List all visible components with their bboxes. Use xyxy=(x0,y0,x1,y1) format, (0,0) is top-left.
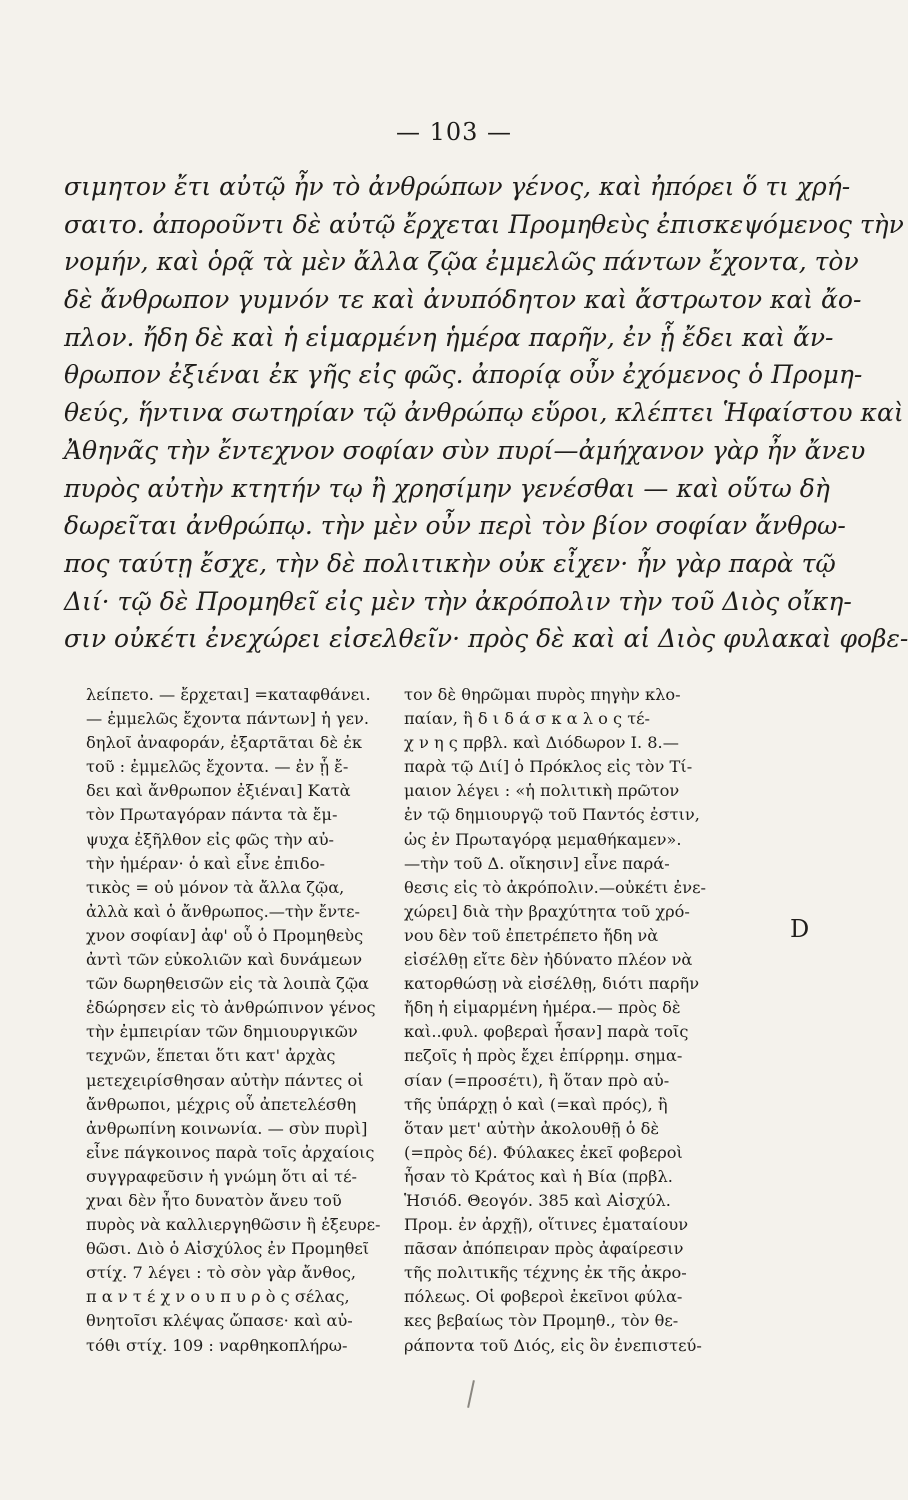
main-text-line: δὲ ἄνθρωπον γυμνόν τε καὶ ἀνυπόδητον καὶ ἄστρωτον καὶ ἄο- xyxy=(64,285,862,315)
commentary-line: (=πρὸς δέ). Φύλακες ἐκεῖ φοβεροὶ xyxy=(404,1142,683,1162)
commentary-line: —τὴν τοῦ Δ. οἴκησιν] εἶνε παρά- xyxy=(404,853,670,873)
commentary-line: Ἡσιόδ. Θεογόν. 385 καὶ Αἰσχύλ. xyxy=(404,1190,671,1210)
margin-section-marker: D xyxy=(790,915,810,943)
main-text-line: σιν οὐκέτι ἐνεχώρει εἰσελθεῖν· πρὸς δὲ καὶ αἱ Διὸς φυλακαὶ φοβε- xyxy=(64,624,908,654)
commentary-line: ἀντὶ τῶν εὐκολιῶν καὶ δυνάμεων xyxy=(86,950,363,970)
commentary-line: τῶν δωρηθεισῶν εἰς τὰ λοιπὰ ζῷα xyxy=(86,974,369,994)
commentary-line: μαιον λέγει : «ἡ πολιτικὴ πρῶτον xyxy=(404,781,680,801)
commentary-line: ἤδη ἡ εἱμαρμένη ἡμέρα.— πρὸς δὲ xyxy=(404,998,681,1018)
commentary-line: δει καὶ ἄνθρωπον ἐξιέναι] Κατὰ xyxy=(86,781,351,801)
commentary-line: τὴν ἡμέραν· ὁ καὶ εἶνε ἐπιδο- xyxy=(86,853,325,873)
commentary-line: τον δὲ θηρῶμαι πυρὸς πηγὴν κλο- xyxy=(404,685,681,704)
commentary-line: χναι δὲν ἦτο δυνατὸν ἄνευ τοῦ xyxy=(86,1190,342,1210)
commentary-line: — ἐμμελῶς ἔχοντα πάντων] ἡ γεν. xyxy=(86,709,369,729)
commentary-line: τικὸς = οὐ μόνον τὰ ἄλλα ζῷα, xyxy=(86,877,345,897)
commentary-line: χνον σοφίαν] ἀφ' οὗ ὁ Προμηθεὺς xyxy=(86,925,364,945)
commentary-line: κατορθώσῃ νὰ εἰσέλθῃ, διότι παρῆν xyxy=(404,974,700,994)
commentary-line: πόλεως. Οἱ φοβεροὶ ἐκεῖνοι φύλα- xyxy=(404,1287,683,1307)
commentary-line: στίχ. 7 λέγει : τὸ σὸν γὰρ ἄνθος, xyxy=(86,1263,357,1283)
main-text-line: Ἀθηνᾶς τὴν ἔντεχνον σοφίαν σὺν πυρί—ἀμήχανον γὰρ ἦν ἄνευ xyxy=(64,435,866,465)
commentary-line: παίαν, ἣ δ ι δ ά σ κ α λ ο ς τέ- xyxy=(404,709,651,729)
commentary-line: π α ν τ έ χ ν ο υ π υ ρ ὸ ς σέλας, xyxy=(86,1287,350,1307)
commentary-line: ἄνθρωποι, μέχρις οὗ ἀπετελέσθη xyxy=(86,1094,357,1114)
commentary-line: θνητοῖσι κλέψας ὤπασε· καὶ αὐ- xyxy=(86,1311,353,1331)
commentary-line: τὸν Πρωταγόραν πάντα τὰ ἔμ- xyxy=(86,805,338,825)
main-text-line: σαιτο. ἀποροῦντι δὲ αὐτῷ ἔρχεται Προμηθεὺς ἐπισκεψόμενος τὴν xyxy=(64,209,904,239)
main-text xyxy=(64,168,908,658)
commentary-line: θεσις εἰς τὸ ἀκρόπολιν.—οὐκέτι ἐνε- xyxy=(404,877,706,897)
main-text-line: πυρὸς αὐτὴν κτητήν τῳ ἢ χρησίμην γενέσθαι — καὶ οὕτω δὴ xyxy=(64,473,830,503)
main-text-line: νομήν, καὶ ὁρᾷ τὰ μὲν ἄλλα ζῷα ἐμμελῶς πάντων ἔχοντα, τὸν xyxy=(64,247,859,277)
commentary-line: χώρει] διὰ τὴν βραχύτητα τοῦ χρό- xyxy=(404,901,690,921)
commentary-line: ὅταν μετ' αὐτὴν ἀκολουθῇ ὁ δὲ xyxy=(404,1118,660,1138)
commentary-line: θῶσι. Διὸ ὁ Αἰσχύλος ἐν Προμηθεῖ xyxy=(86,1239,370,1259)
commentary-line: πᾶσαν ἀπόπειραν πρὸς ἀφαίρεσιν xyxy=(404,1239,684,1259)
commentary-line: μετεχειρίσθησαν αὐτὴν πάντες οἱ xyxy=(86,1070,364,1090)
main-text-line: δωρεῖται ἀνθρώπῳ. τὴν μὲν οὖν περὶ τὸν βίον σοφίαν ἄνθρω- xyxy=(64,511,846,541)
commentary-line: σίαν (=προσέτι), ἢ ὅταν πρὸ αὐ- xyxy=(404,1070,670,1090)
commentary-line: εἰσέλθῃ εἴτε δὲν ἠδύνατο πλέον νὰ xyxy=(404,950,693,970)
commentary-line: παρὰ τῷ Διί] ὁ Πρόκλος εἰς τὸν Τί- xyxy=(404,757,693,777)
commentary-line: τοῦ : ἐμμελῶς ἔχοντα. — ἐν ᾗ ἔ- xyxy=(86,757,349,777)
commentary-line: λείπετο. — ἔρχεται] =καταφθάνει. xyxy=(86,685,371,704)
commentary-line: συγγραφεῦσιν ἡ γνώμη ὅτι αἱ τέ- xyxy=(86,1166,357,1186)
commentary-line: κες βεβαίως τὸν Προμηθ., τὸν θε- xyxy=(404,1311,679,1331)
commentary-line: ράποντα τοῦ Διός, εἰς ὃν ἐνεπιστεύ- xyxy=(404,1335,702,1355)
commentary-line: καὶ..φυλ. φοβεραὶ ἦσαν] παρὰ τοῖς xyxy=(404,1022,689,1042)
commentary-line: ἐδώρησεν εἰς τὸ ἀνθρώπινον γένος xyxy=(86,998,376,1018)
commentary-line: Προμ. ἐν ἀρχῇ), οἵτινες ἐματαίουν xyxy=(404,1215,689,1235)
commentary-line: πεζοῖς ἡ πρὸς ἔχει ἐπίρρημ. σημα- xyxy=(404,1046,683,1066)
main-text-line: πλον. ἤδη δὲ καὶ ἡ εἱμαρμένη ἡμέρα παρῆν, ἐν ᾗ ἔδει καὶ ἄν- xyxy=(64,322,834,352)
commentary-line: νου δὲν τοῦ ἐπετρέπετο ἤδη νὰ xyxy=(404,925,659,945)
commentary-line: ἀλλὰ καὶ ὁ ἄνθρωπος.—τὴν ἔντε- xyxy=(86,901,360,921)
commentary-line: ἦσαν τὸ Κράτος καὶ ἡ Βία (πρβλ. xyxy=(404,1166,673,1186)
commentary-line: πυρὸς νὰ καλλιεργηθῶσιν ἢ ἐξευρε- xyxy=(86,1215,381,1235)
commentary-line: ἀνθρωπίνη κοινωνία. — σὺν πυρὶ] xyxy=(86,1118,368,1138)
main-text-line: σιμητον ἔτι αὐτῷ ἦν τὸ ἀνθρώπων γένος, καὶ ἠπόρει ὅ τι χρή- xyxy=(64,172,851,201)
commentary-line: ψυχα ἐξῆλθον εἰς φῶς τὴν αὐ- xyxy=(86,829,335,849)
commentary-left-column xyxy=(86,683,446,1358)
commentary-line: τῆς πολιτικῆς τέχνης ἐκ τῆς ἀκρο- xyxy=(404,1263,687,1283)
main-text-line: θεύς, ἥντινα σωτηρίαν τῷ ἀνθρώπῳ εὕροι, κλέπτει Ἡφαίστου καὶ xyxy=(64,398,904,428)
commentary-line: χ ν η ς πρβλ. καὶ Διόδωρον Ι. 8.— xyxy=(404,733,679,753)
main-text-line: Διί· τῷ δὲ Προμηθεῖ εἰς μὲν τὴν ἀκρόπολιν τὴν τοῦ Διὸς οἴκη- xyxy=(64,586,852,616)
commentary-line: εἶνε πάγκοινος παρὰ τοῖς ἀρχαίοις xyxy=(86,1142,375,1162)
main-text-line: πος ταύτῃ ἔσχε, τὴν δὲ πολιτικὴν οὐκ εἶχεν· ἦν γὰρ παρὰ τῷ xyxy=(64,548,836,578)
page-number: — 103 — xyxy=(395,118,513,146)
commentary-line: τὴν ἐμπειρίαν τῶν δημιουργικῶν xyxy=(86,1022,358,1042)
commentary-line: δηλοῖ ἀναφοράν, ἐξαρτᾶται δὲ ἐκ xyxy=(86,733,363,753)
commentary-line: τόθι στίχ. 109 : ναρθηκοπλήρω- xyxy=(86,1335,348,1355)
commentary-line: τῆς ὑπάρχῃ ὁ καὶ (=καὶ πρός), ἢ xyxy=(404,1094,668,1114)
commentary-line: ὡς ἐν Πρωταγόρᾳ μεμαθήκαμεν». xyxy=(404,829,682,849)
commentary-line: τεχνῶν, ἕπεται ὅτι κατ' ἀρχὰς xyxy=(86,1046,336,1066)
main-text-line: θρωπον ἐξιέναι ἐκ γῆς εἰς φῶς. ἀπορίᾳ οὖν ἐχόμενος ὁ Προμη- xyxy=(64,360,863,390)
commentary-right-column xyxy=(404,683,776,1358)
commentary-line: ἐν τῷ δημιουργῷ τοῦ Παντός ἐστιν, xyxy=(404,805,700,825)
ink-stroke-mark xyxy=(467,1380,475,1408)
